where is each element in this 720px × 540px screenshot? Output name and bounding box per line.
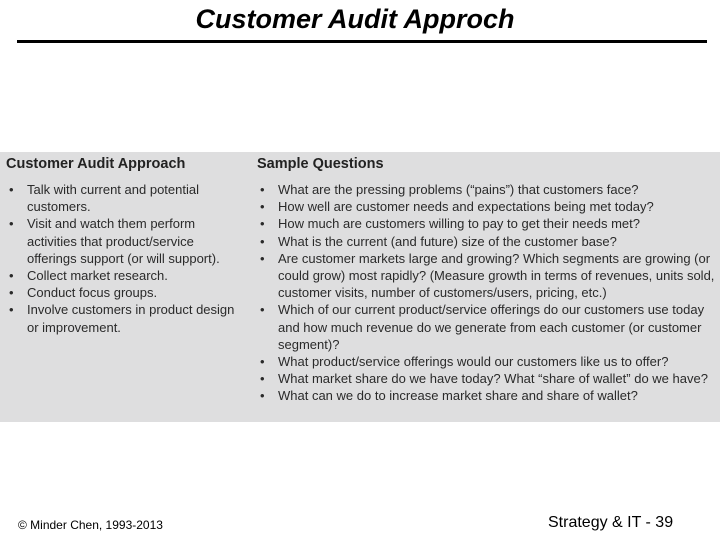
- bullet-icon: •: [9, 216, 14, 232]
- question-text: What product/service offerings would our customers like us to offer?: [278, 354, 669, 370]
- bullet-icon: •: [260, 199, 265, 215]
- approach-list: [6, 181, 246, 336]
- bullet-icon: •: [9, 285, 14, 301]
- question-text: What market share do we have today? What “share of wallet” do we have?: [278, 371, 708, 387]
- list-item: [257, 233, 719, 250]
- list-item: [257, 353, 719, 370]
- approach-text: Involve customers in product design or improvement.: [27, 302, 235, 335]
- list-item: [257, 181, 719, 198]
- sample-questions-header: Sample Questions: [257, 156, 384, 172]
- list-item: [6, 215, 246, 267]
- bullet-icon: •: [260, 182, 265, 197]
- copyright-footer: © Minder Chen, 1993-2013: [18, 518, 163, 532]
- bullet-icon: •: [260, 250, 265, 266]
- question-text: How well are customer needs and expectations being met today?: [278, 199, 654, 215]
- bullet-icon: •: [260, 371, 265, 387]
- bullet-icon: •: [260, 388, 265, 404]
- list-item: [6, 301, 246, 335]
- list-item: [6, 181, 246, 215]
- question-text: Are customer markets large and growing? Which segments are growing (or could grow) most rapidly? (Measure growth in terms of revenues, units sold, customer visits, number of customers/users, pricing, etc.): [278, 250, 715, 301]
- list-item: [257, 250, 719, 302]
- list-item: [6, 267, 246, 284]
- approach-text: Collect market research.: [27, 268, 168, 284]
- list-item: [257, 215, 719, 232]
- bullet-icon: •: [9, 268, 14, 284]
- question-text: What is the current (and future) size of the customer base?: [278, 233, 617, 249]
- list-item: [257, 301, 719, 353]
- list-item: [6, 284, 246, 301]
- approach-text: Talk with current and potential customers.: [27, 182, 199, 215]
- bullet-icon: •: [260, 302, 265, 318]
- approach-text: Visit and watch them perform activities that product/service offerings support (or will support).: [27, 216, 220, 266]
- slide-number-footer: Strategy & IT - 39: [548, 514, 674, 531]
- title-underline: [17, 40, 707, 43]
- audit-table-image: [0, 152, 720, 422]
- question-text: What are the pressing problems (“pains”) that customers face?: [278, 182, 639, 197]
- approach-text: Conduct focus groups.: [27, 285, 158, 301]
- bullet-icon: •: [260, 216, 265, 232]
- list-item: [257, 387, 719, 404]
- list-item: [257, 198, 719, 215]
- question-text: Which of our current product/service offerings do our customers use today and how much revenue do we generate from each customer (or customer segment)?: [278, 302, 705, 352]
- bullet-icon: •: [260, 233, 265, 249]
- questions-list: [257, 181, 719, 405]
- bullet-icon: •: [9, 182, 14, 197]
- bullet-icon: •: [9, 302, 14, 318]
- customer-audit-approach-header: Customer Audit Approach: [6, 156, 186, 172]
- list-item: [257, 370, 719, 387]
- slide-title: Customer Audit Approch: [195, 4, 515, 34]
- question-text: What can we do to increase market share and share of wallet?: [278, 388, 638, 404]
- question-text: How much are customers willing to pay to get their needs met?: [278, 216, 641, 232]
- bullet-icon: •: [260, 354, 265, 370]
